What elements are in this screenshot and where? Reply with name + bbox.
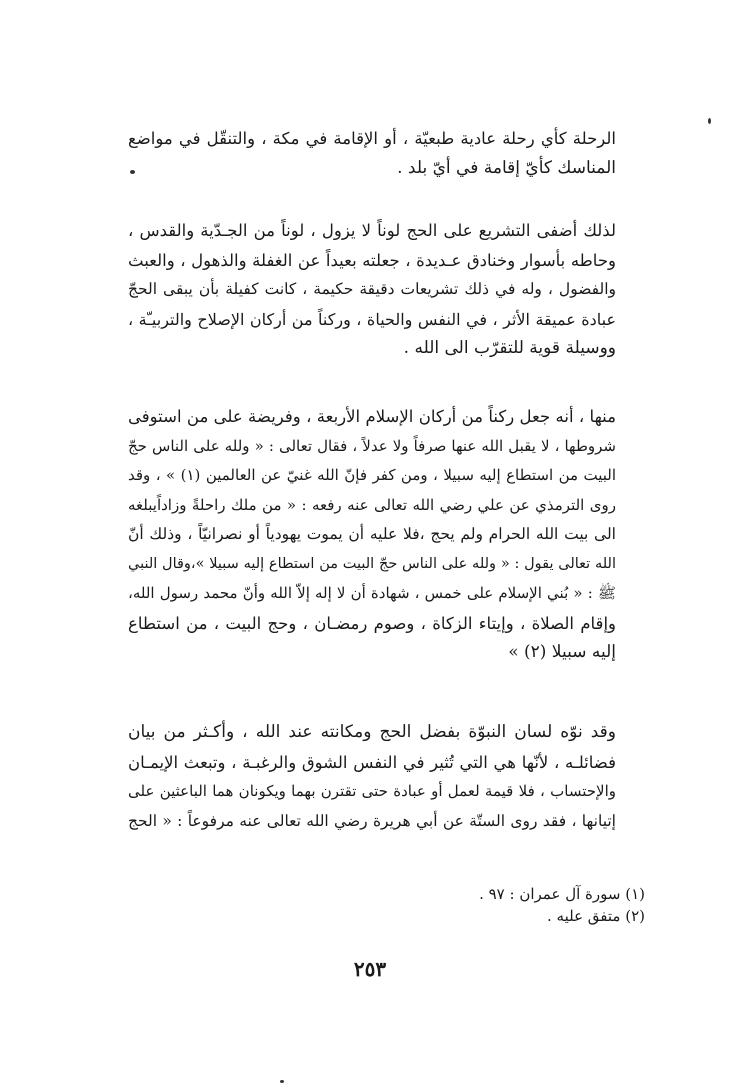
text-line: عبادة عميقة الأثر ، في النفس والحياة ، وركناً من أركان الإصلاح والتربيـّة ، bbox=[128, 309, 616, 329]
text-line: وقد نوّه لسان النبوّة بفضل الحج ومكانته عند الله ، وأكـثر من بيان bbox=[128, 722, 616, 742]
text-line: فضائلـه ، لأنّها هي التي تُثير في النفس الشوق والرغبـة ، وتبعث الإيمـان bbox=[128, 752, 616, 772]
ink-speck bbox=[280, 1080, 284, 1083]
text-line: البيت من استطاع إليه سبيلا ، ومن كفر فإنّ الله غنيّ عن العالمين (١) » ، وقد bbox=[128, 466, 616, 484]
paragraph-1 bbox=[128, 124, 616, 183]
text-line: إتيانها ، فقد روى الستّة عن أبي هريرة رضي الله تعالى عنه مرفوعاً : « الحج bbox=[128, 811, 616, 830]
text-line: ووسيلة قوية للتقرّب الى الله . bbox=[403, 338, 616, 358]
page-number: ٢٥٣ bbox=[353, 957, 387, 981]
text-line: منها ، أنه جعل ركناً من أركان الإسلام الأربعة ، وفريضة على من استوفى bbox=[128, 407, 616, 426]
ink-speck bbox=[130, 170, 135, 174]
text-line: روى الترمذي عن علي رضي الله تعالى عنه رفعه : « من ملك راحلةً وزاداًيبلغه bbox=[128, 495, 616, 514]
text-line: لذلك أضفى التشريع على الحج لوناً لا يزول ، لوناً من الجـدّية والقدس ، bbox=[128, 221, 616, 240]
text-line: الرحلة كأي رحلة عادية طبعيّة ، أو الإقامة في مكة ، والتنقّل في مواضع bbox=[128, 129, 616, 148]
text-line: ﷺ : « بُني الإسلام على خمس ، شهادة أن لا إله إلاّ الله وأنّ محمد رسول الله، bbox=[128, 584, 616, 602]
text-line: والإحتساب ، فلا قيمة لعمل أو عبادة حتى تقترن بهما ويكونان هما الباعثين على bbox=[128, 782, 616, 800]
text-line: والفضول ، وله في ذلك تشريعات دقيقة حكيمة ، كانت كفيلة بأن يبقى الحجّ bbox=[128, 280, 616, 298]
text-line: المناسك كأيّ إقامة في أيّ بلد . bbox=[397, 157, 616, 178]
text-line: وإقام الصلاة ، وإيتاء الزكاة ، وصوم رمضـان ، وحج البيت ، من استطاع bbox=[128, 613, 616, 633]
text-line: الله تعالى يقول : « ولله على الناس حجّ البيت من استطاع إليه سبيلا »،وقال النبي bbox=[128, 555, 616, 572]
text-line: شروطها ، لا يقبل الله عنها صرفاً ولا عدلاً ، فقال تعالى : « ولله على الناس حجّ bbox=[128, 436, 616, 455]
text-line: الى بيت الله الحرام ولم يحج ،فلا عليه أن يموت يهودياً أو نصرانيّاً ، وذلك أنّ bbox=[128, 525, 616, 543]
paragraph-3 bbox=[128, 402, 616, 668]
paragraph-4 bbox=[128, 718, 616, 836]
footnotes bbox=[479, 883, 645, 927]
paragraph-2 bbox=[128, 216, 616, 364]
ink-speck bbox=[708, 118, 711, 124]
text-line: إليه سبيلا (٢) » bbox=[508, 642, 616, 662]
footnote: (١) سورة آل عمران : ٩٧ . bbox=[479, 885, 645, 903]
text-line: وحاطه بأسوار وخنادق عـديدة ، جعلته بعيداً عن الغفلة والذهول ، والعبث bbox=[128, 250, 616, 270]
footnote: (٢) متفق عليه . bbox=[547, 907, 645, 925]
